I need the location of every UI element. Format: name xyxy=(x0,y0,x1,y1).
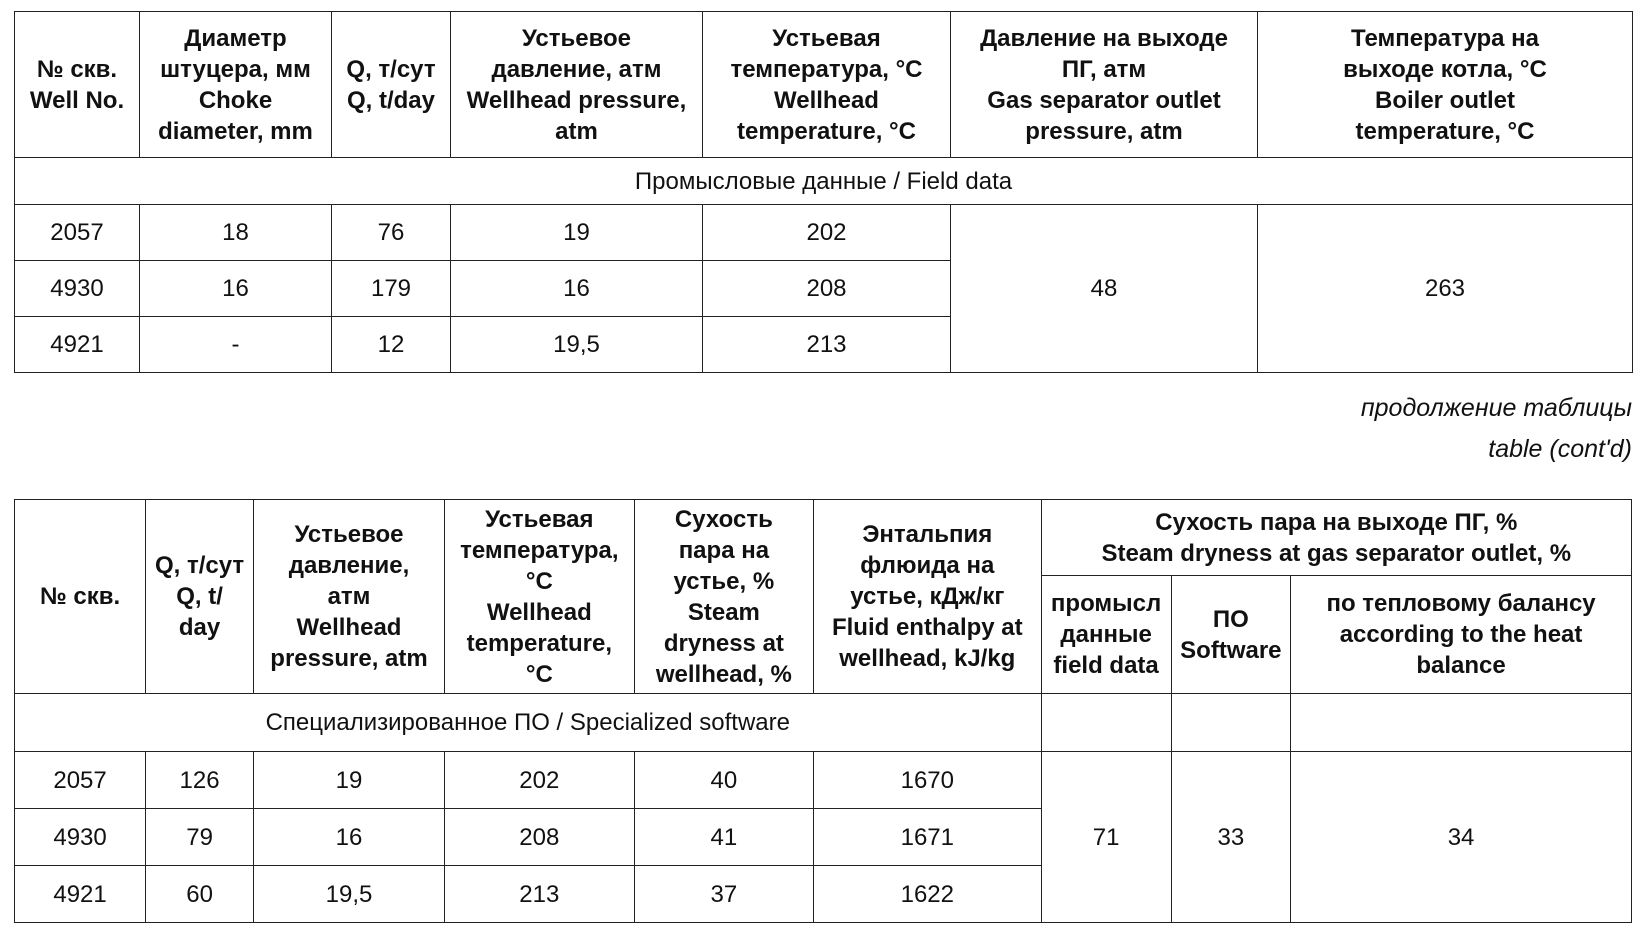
header-dryness-outlet: Сухость пара на выходе ПГ, % Steam dryness at gas separator outlet, % xyxy=(1041,500,1631,576)
cell-temperature: 213 xyxy=(703,317,951,373)
header-wellhead-pressure: Устьевое давление, атм Wellhead pressure, atm xyxy=(254,500,445,694)
header-choke-diameter: Диаметр штуцера, мм Choke diameter, mm xyxy=(140,12,332,158)
cell-q: 76 xyxy=(332,205,451,261)
subheader-software: ПО Software xyxy=(1171,576,1291,694)
empty-cell xyxy=(1291,694,1632,752)
cell-pressure: 16 xyxy=(254,809,445,866)
cell-dryness: 41 xyxy=(634,809,813,866)
cell-pressure: 19 xyxy=(451,205,703,261)
header-flow-rate: Q, т/сут Q, t/day xyxy=(332,12,451,158)
section-label: Промысловые данные / Field data xyxy=(15,158,1633,205)
cell-temperature: 213 xyxy=(444,866,634,923)
cell-pressure: 19,5 xyxy=(254,866,445,923)
header-enthalpy: Энтальпия флюида на устье, кДж/кг Fluid enthalpy at wellhead, kJ/kg xyxy=(814,500,1042,694)
cell-well: 4921 xyxy=(15,317,140,373)
subheader-heat-balance: по тепловому балансу according to the heat balance xyxy=(1291,576,1632,694)
cell-well: 2057 xyxy=(15,752,146,809)
cell-dryness: 40 xyxy=(634,752,813,809)
cell-q: 179 xyxy=(332,261,451,317)
table-header-row xyxy=(15,500,1632,576)
empty-cell xyxy=(1041,694,1171,752)
table-row xyxy=(15,752,1632,809)
cell-temperature: 202 xyxy=(703,205,951,261)
cell-temperature: 202 xyxy=(444,752,634,809)
cell-boiler-temperature: 263 xyxy=(1258,205,1633,373)
header-wellhead-temperature: Устьевая температура, °С Wellhead temperature, °С xyxy=(444,500,634,694)
empty-cell xyxy=(1171,694,1291,752)
cell-well: 2057 xyxy=(15,205,140,261)
continuation-note xyxy=(1361,388,1632,470)
continuation-en: table (cont'd) xyxy=(1488,435,1632,463)
header-well-no: № скв. Well No. xyxy=(15,12,140,158)
cell-dryness: 37 xyxy=(634,866,813,923)
cell-enthalpy: 1622 xyxy=(814,866,1042,923)
section-label: Специализированное ПО / Specialized software xyxy=(15,694,1042,752)
header-separator-pressure: Давление на выходе ПГ, атм Gas separator outlet pressure, atm xyxy=(951,12,1258,158)
software-data-table xyxy=(14,499,1632,923)
cell-choke: 16 xyxy=(140,261,332,317)
cell-well: 4921 xyxy=(15,866,146,923)
cell-temperature: 208 xyxy=(703,261,951,317)
field-data-table xyxy=(14,11,1633,373)
section-row xyxy=(15,158,1633,205)
cell-pressure: 16 xyxy=(451,261,703,317)
cell-software: 33 xyxy=(1171,752,1291,923)
cell-heat-balance: 34 xyxy=(1291,752,1632,923)
header-dryness-wellhead: Сухость пара на устье, % Steam dryness at wellhead, % xyxy=(634,500,813,694)
cell-q: 126 xyxy=(146,752,254,809)
cell-q: 79 xyxy=(146,809,254,866)
subheader-field-data: промысл данные field data xyxy=(1041,576,1171,694)
cell-well: 4930 xyxy=(15,261,140,317)
cell-separator-pressure: 48 xyxy=(951,205,1258,373)
cell-choke: 18 xyxy=(140,205,332,261)
continuation-ru: продолжение таблицы xyxy=(1360,394,1632,422)
cell-field-data: 71 xyxy=(1041,752,1171,923)
header-boiler-temperature: Температура на выходе котла, °С Boiler outlet temperature, °С xyxy=(1258,12,1633,158)
cell-well: 4930 xyxy=(15,809,146,866)
cell-enthalpy: 1671 xyxy=(814,809,1042,866)
cell-pressure: 19 xyxy=(254,752,445,809)
header-flow-rate: Q, т/сут Q, t/ day xyxy=(146,500,254,694)
table-row xyxy=(15,205,1633,261)
cell-q: 60 xyxy=(146,866,254,923)
cell-pressure: 19,5 xyxy=(451,317,703,373)
table-header-row xyxy=(15,12,1633,158)
cell-choke: - xyxy=(140,317,332,373)
header-wellhead-pressure: Устьевое давление, атм Wellhead pressure, atm xyxy=(451,12,703,158)
section-row xyxy=(15,694,1632,752)
header-well-no: № скв. xyxy=(15,500,146,694)
cell-temperature: 208 xyxy=(444,809,634,866)
header-wellhead-temperature: Устьевая температура, °С Wellhead temperature, °С xyxy=(703,12,951,158)
cell-q: 12 xyxy=(332,317,451,373)
cell-enthalpy: 1670 xyxy=(814,752,1042,809)
